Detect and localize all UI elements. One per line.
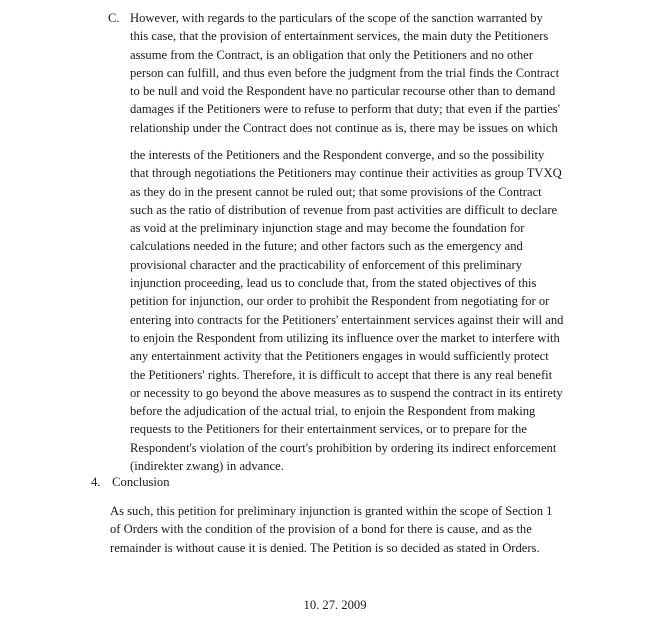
text-line: of Orders with the condition of the provision of a bond for there is cause, and as the bbox=[110, 522, 532, 537]
section-heading bbox=[91, 473, 170, 491]
text-line: assume from the Contract, is an obligation that only the Petitioners and no other bbox=[130, 47, 533, 62]
text-line: as void at the preliminary injunction stage and may become the foundation for bbox=[130, 221, 525, 236]
text-line: person can fulfill, and thus even before the judgment from the trial finds the Contract bbox=[130, 65, 560, 80]
list-item-marker: C. bbox=[108, 11, 120, 25]
text-line: this case, that the provision of entertainment services, the main duty the Petitioners bbox=[130, 29, 549, 44]
list-item-c bbox=[108, 9, 608, 137]
text-line: the Petitioners' rights. Therefore, it is difficult to accept that there is any real benefit bbox=[130, 367, 553, 382]
text-line: However, with regards to the particulars of the scope of the sanction warranted by bbox=[130, 11, 543, 25]
document-date: 10. 27. 2009 bbox=[303, 598, 367, 612]
text-line: remainder is without cause it is denied. The Petition is so decided as stated in Orders. bbox=[110, 540, 540, 555]
text-line: before the adjudication of the actual trial, to enjoin the Respondent from making bbox=[130, 404, 536, 419]
text-line: (indirekter zwang) in advance. bbox=[130, 459, 284, 474]
text-line: petition for injunction, our order to prohibit the Respondent from negotiating for or bbox=[130, 294, 550, 309]
paragraph-c bbox=[130, 9, 608, 137]
text-line: the interests of the Petitioners and the Respondent converge, and so the possibility bbox=[130, 148, 545, 162]
text-line: provisional character and the practicability of enforcement of this preliminary bbox=[130, 257, 522, 272]
text-line: such as the ratio of distribution of revenue from past activities are difficult to declare bbox=[130, 202, 558, 217]
text-line: Respondent's violation of the court's prohibition by ordering its indirect enforcement bbox=[130, 440, 557, 455]
text-line: injunction proceeding, lead us to conclude that, from the stated objectives of this bbox=[130, 276, 537, 291]
text-line: relationship under the Contract does not continue as is, there may be issues on which bbox=[130, 120, 558, 135]
section-number: 4. bbox=[91, 475, 101, 489]
text-line: any entertainment activity that the Petitioners engages in would sufficiently protect bbox=[130, 349, 549, 364]
text-line: that through negotiations the Petitioners may continue their activities as group TVXQ bbox=[130, 166, 562, 181]
text-line: damages if the Petitioners were to refuse to perform that duty; that even if the parties' bbox=[130, 102, 560, 117]
paragraph-c-continuation bbox=[130, 146, 610, 475]
text-line: to enjoin the Respondent from utilizing its influence over the market to interfere with bbox=[130, 330, 560, 345]
text-line: to be null and void the Respondent have no particular recourse other than to demand bbox=[130, 84, 556, 99]
text-line: As such, this petition for preliminary injunction is granted within the scope of Section 1 bbox=[110, 504, 553, 518]
text-line: calculations needed in the future; and other factors such as the emergency and bbox=[130, 239, 523, 254]
conclusion-paragraph bbox=[110, 502, 610, 557]
text-line: requests to the Petitioners for their entertainment services, or to prepare for the bbox=[130, 422, 527, 437]
text-line: or necessity to go beyond the above measures as to suspend the contract in its entirety bbox=[130, 385, 563, 400]
text-line: as they do in the present cannot be ruled out; that some provisions of the Contract bbox=[130, 184, 542, 199]
section-title: Conclusion bbox=[112, 475, 170, 489]
text-line: entering into contracts for the Petitioners' entertainment services against their will and bbox=[130, 312, 564, 327]
